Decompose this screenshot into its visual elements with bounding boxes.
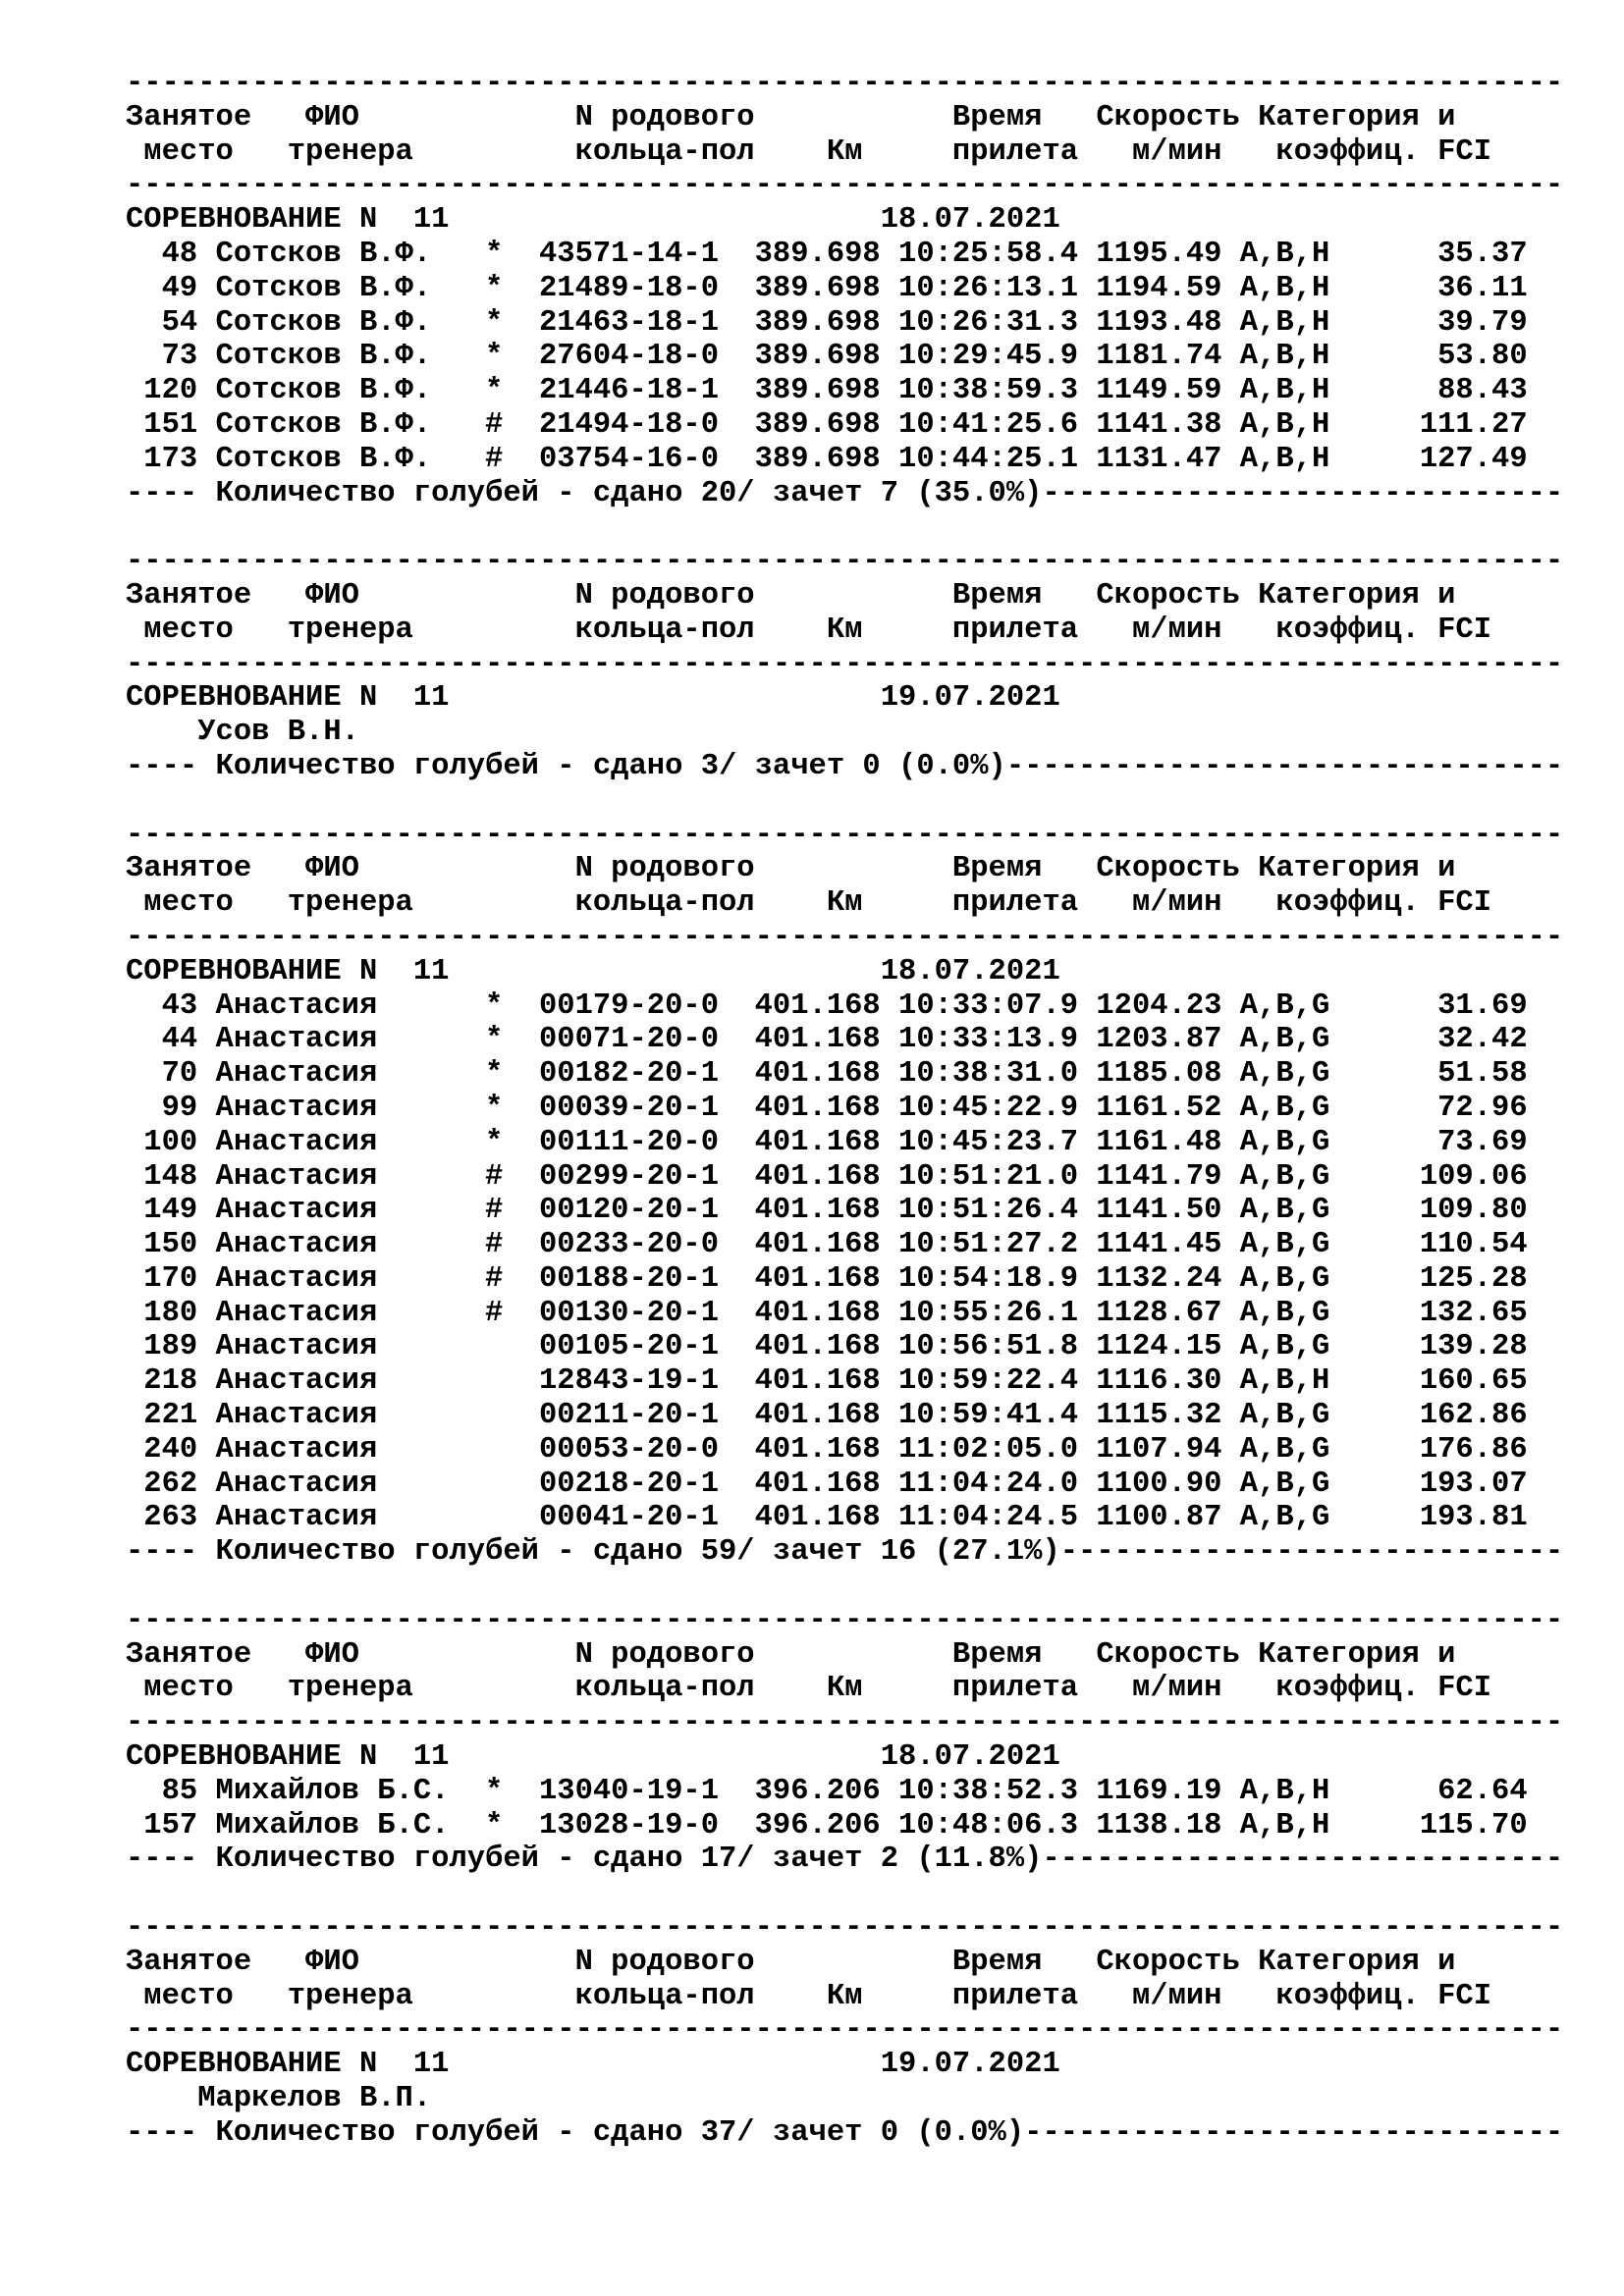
result-row: 151 Сотсков В.Ф. # 21494-18-0 389.698 10:41:25.6 1141.38 A,B,H 111.27: [126, 407, 1528, 442]
result-row: 262 Анастасия 00218-20-1 401.168 11:04:24.0 1100.90 A,B,G 193.07: [126, 1467, 1528, 1501]
spacer: [126, 1877, 1563, 1911]
result-row: 49 Сотсков В.Ф. * 21489-18-0 389.698 10:26:13.1 1194.59 A,B,H 36.11: [126, 271, 1528, 305]
column-header-line-2: место тренера кольца-пол Км прилета м/мин коэффиц. FCI: [126, 1979, 1492, 2013]
competition-line: СОРЕВНОВАНИЕ N 11 18.07.2021: [126, 1740, 1060, 1775]
section-summary: ---- Количество голубей - сдано 59/ зачет 16 (27.1%)----------------------------: [126, 1535, 1564, 1570]
result-row: 148 Анастасия # 00299-20-1 401.168 10:51:21.0 1141.79 A,B,G 109.06: [126, 1159, 1528, 1194]
section-summary: ---- Количество голубей - сдано 20/ зачет 7 (35.0%)-----------------------------: [126, 476, 1564, 510]
result-row: 263 Анастасия 00041-20-1 401.168 11:04:24.5 1100.87 A,B,G 193.81: [126, 1501, 1528, 1535]
result-row: 149 Анастасия # 00120-20-1 401.168 10:51:26.4 1141.50 A,B,G 109.80: [126, 1194, 1528, 1228]
spacer: [126, 784, 1563, 819]
competition-line: СОРЕВНОВАНИЕ N 11 19.07.2021: [126, 2048, 1060, 2082]
column-header-line-1: Занятое ФИО N родового Время Скорость Категория и: [126, 1945, 1456, 1979]
result-row: 44 Анастасия * 00071-20-0 401.168 10:33:13.9 1203.87 A,B,G 32.42: [126, 1023, 1528, 1057]
result-row: 73 Сотсков В.Ф. * 27604-18-0 389.698 10:29:45.9 1181.74 A,B,H 53.80: [126, 340, 1528, 374]
competition-line: СОРЕВНОВАНИЕ N 11 19.07.2021: [126, 681, 1060, 716]
result-row: 150 Анастасия # 00233-20-0 401.168 10:51:27.2 1141.45 A,B,G 110.54: [126, 1228, 1528, 1262]
result-row: 240 Анастасия 00053-20-0 401.168 11:02:05.0 1107.94 A,B,G 176.86: [126, 1432, 1528, 1467]
result-row: 120 Сотсков В.Ф. * 21446-18-1 389.698 10:38:59.3 1149.59 A,B,H 88.43: [126, 374, 1528, 408]
column-header-line-2: место тренера кольца-пол Км прилета м/мин коэффиц. FCI: [126, 613, 1492, 647]
result-row: 157 Михайлов Б.С. * 13028-19-0 396.206 10:48:06.3 1138.18 A,B,H 115.70: [126, 1808, 1528, 1842]
result-row: 180 Анастасия # 00130-20-1 401.168 10:55:26.1 1128.67 A,B,G 132.65: [126, 1296, 1528, 1330]
result-row: 170 Анастасия # 00188-20-1 401.168 10:54:18.9 1132.24 A,B,G 125.28: [126, 1261, 1528, 1296]
section-top-rule: --------------------------------------------------------------------------------: [126, 818, 1564, 852]
column-header-line-1: Занятое ФИО N родового Время Скорость Категория и: [126, 852, 1456, 886]
spacer: [126, 1570, 1563, 1604]
competition-line: СОРЕВНОВАНИЕ N 11 18.07.2021: [126, 203, 1060, 238]
result-row: 99 Анастасия * 00039-20-1 401.168 10:45:22.9 1161.52 A,B,G 72.96: [126, 1091, 1528, 1125]
column-header-rule: --------------------------------------------------------------------------------: [126, 169, 1564, 203]
result-row: 70 Анастасия * 00182-20-1 401.168 10:38:31.0 1185.08 A,B,G 51.58: [126, 1057, 1528, 1092]
competition-line: СОРЕВНОВАНИЕ N 11 18.07.2021: [126, 954, 1060, 988]
column-header-rule: --------------------------------------------------------------------------------: [126, 2013, 1564, 2048]
section-top-rule: --------------------------------------------------------------------------------: [126, 67, 1564, 100]
column-header-line-1: Занятое ФИО N родового Время Скорость Категория и: [126, 100, 1456, 134]
result-row: 221 Анастасия 00211-20-1 401.168 10:59:41.4 1115.32 A,B,G 162.86: [126, 1399, 1528, 1433]
result-row: 54 Сотсков В.Ф. * 21463-18-1 389.698 10:26:31.3 1193.48 A,B,H 39.79: [126, 305, 1528, 340]
result-row: 173 Сотсков В.Ф. # 03754-16-0 389.698 10:44:25.1 1131.47 A,B,H 127.49: [126, 442, 1528, 476]
trainer-line: Маркелов В.П.: [126, 2082, 432, 2116]
column-header-rule: --------------------------------------------------------------------------------: [126, 1706, 1564, 1740]
section-top-rule: --------------------------------------------------------------------------------: [126, 1911, 1564, 1946]
column-header-line-2: место тренера кольца-пол Км прилета м/мин коэффиц. FCI: [126, 134, 1492, 169]
section-summary: ---- Количество голубей - сдано 3/ зачет 0 (0.0%)-------------------------------: [126, 749, 1564, 783]
section-top-rule: --------------------------------------------------------------------------------: [126, 545, 1564, 579]
column-header-line-2: место тренера кольца-пол Км прилета м/мин коэффиц. FCI: [126, 886, 1492, 921]
column-header-line-1: Занятое ФИО N родового Время Скорость Категория и: [126, 578, 1456, 613]
column-header-line-2: место тренера кольца-пол Км прилета м/мин коэффиц. FCI: [126, 1672, 1492, 1706]
result-row: 43 Анастасия * 00179-20-0 401.168 10:33:07.9 1204.23 A,B,G 31.69: [126, 988, 1528, 1023]
result-row: 48 Сотсков В.Ф. * 43571-14-1 389.698 10:25:58.4 1195.49 A,B,H 35.37: [126, 237, 1528, 271]
result-row: 85 Михайлов Б.С. * 13040-19-1 396.206 10:38:52.3 1169.19 A,B,H 62.64: [126, 1774, 1528, 1808]
result-row: 218 Анастасия 12843-19-1 401.168 10:59:22.4 1116.30 A,B,H 160.65: [126, 1364, 1528, 1399]
column-header-rule: --------------------------------------------------------------------------------: [126, 647, 1564, 681]
column-header-rule: --------------------------------------------------------------------------------: [126, 920, 1564, 954]
section-top-rule: --------------------------------------------------------------------------------: [126, 1603, 1564, 1637]
results-sheet: [126, 67, 1563, 2151]
column-header-line-1: Занятое ФИО N родового Время Скорость Категория и: [126, 1637, 1456, 1672]
result-row: 100 Анастасия * 00111-20-0 401.168 10:45:23.7 1161.48 A,B,G 73.69: [126, 1125, 1528, 1159]
trainer-line: Усов В.Н.: [126, 716, 359, 750]
section-summary: ---- Количество голубей - сдано 37/ зачет 0 (0.0%)------------------------------: [126, 2115, 1564, 2150]
spacer: [126, 510, 1563, 545]
result-row: 189 Анастасия 00105-20-1 401.168 10:56:51.8 1124.15 A,B,G 139.28: [126, 1330, 1528, 1364]
section-summary: ---- Количество голубей - сдано 17/ зачет 2 (11.8%)-----------------------------: [126, 1842, 1564, 1877]
